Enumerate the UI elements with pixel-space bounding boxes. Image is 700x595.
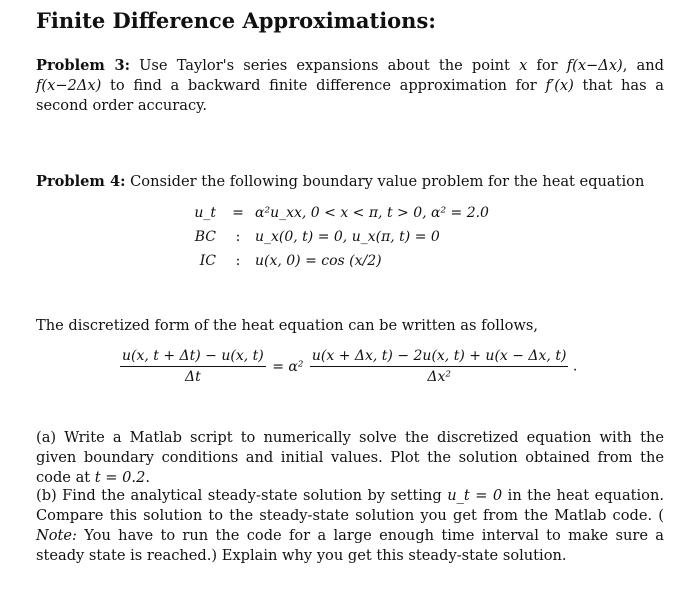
equation-relation: = <box>232 205 244 221</box>
equation-rhs: α²u_xx, 0 < x < π, t > 0, α² = 2.0 <box>255 205 489 221</box>
part-a-text: (a) Write a Matlab script to numerically solve the discretized equation with the given boundary conditions and initial values. Plot the solution obtained from the code at <box>36 429 664 486</box>
right-numerator: u(x + Δx, t) − 2u(x, t) + u(x − Δx, t) <box>310 348 569 367</box>
part-b-text: in the heat equation. Compare this solution to the steady-state solution you get from the Matlab code. ( <box>36 487 665 524</box>
left-denominator: Δt <box>184 369 201 385</box>
math-expr-f-x-minus-dx: f(x−Δx) <box>566 57 623 74</box>
equation-rhs: u(x, 0) = cos (x/2) <box>255 253 382 269</box>
equals-alpha-squared: = α² <box>272 358 304 375</box>
part-a-paragraph <box>36 428 664 488</box>
problem-4-intro: Consider the following boundary value problem for the heat equation <box>125 173 645 190</box>
equation-lhs: IC <box>199 253 216 269</box>
problem-4-label: Problem 4: <box>36 173 126 190</box>
equation-relation: : <box>235 253 241 269</box>
left-numerator: u(x, t + Δt) − u(x, t) <box>120 348 266 367</box>
equation-row-pde <box>0 205 700 227</box>
problem-3-paragraph <box>36 56 664 116</box>
equation-rhs: u_x(0, t) = 0, u_x(π, t) = 0 <box>255 229 440 245</box>
equation-lhs: u_t <box>194 205 216 221</box>
math-expr-f-x-minus-2dx: f(x−2Δx) <box>36 77 102 94</box>
heat-equation-system <box>0 205 700 275</box>
page-title: Finite Difference Approximations: <box>36 8 437 33</box>
equation-lhs: BC <box>194 229 216 245</box>
part-b-text: You have to run the code for a large enough time interval to make sure a steady state is reached.) Explain why you get this steady-state solution. <box>36 527 664 564</box>
problem-3-text: Use Taylor's series expansions about the point <box>130 57 520 74</box>
math-expr-f-prime: f′(x) <box>545 77 574 94</box>
math-expr-t: t = 0.2 <box>94 469 146 486</box>
equation-row-ic <box>0 253 700 275</box>
right-fraction <box>310 348 569 385</box>
part-a-text: . <box>145 469 151 486</box>
problem-3-text: for <box>527 57 567 74</box>
note-label: Note: <box>36 527 77 544</box>
math-expr-ut-zero: u_t = 0 <box>447 487 503 504</box>
equation-period: . <box>572 358 578 375</box>
part-b-text: (b) Find the analytical steady-state solution by setting <box>36 487 448 504</box>
left-fraction <box>120 348 266 385</box>
problem-3-text: that has a second order accuracy. <box>36 77 665 114</box>
problem-4-paragraph <box>36 172 664 192</box>
problem-3-text: to find a backward finite difference approximation for <box>101 77 546 94</box>
equation-relation: : <box>235 229 241 245</box>
equation-row-bc <box>0 229 700 251</box>
right-denominator: Δx² <box>427 369 451 385</box>
math-var-x: x <box>519 57 528 74</box>
discretized-equation <box>120 348 590 394</box>
part-b-paragraph <box>36 486 664 566</box>
discretized-intro: The discretized form of the heat equation can be written as follows, <box>36 317 539 334</box>
problem-3-text: , and <box>622 57 664 74</box>
problem-3-label: Problem 3: <box>36 57 130 74</box>
